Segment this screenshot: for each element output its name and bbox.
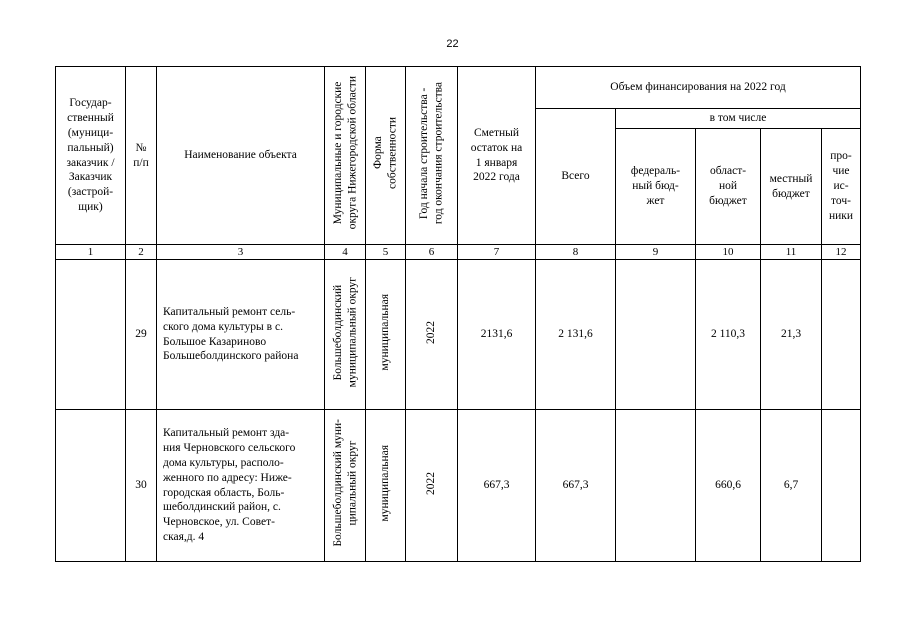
header-balance: Сметный остаток на 1 января 2022 года [458,67,536,245]
financing-table [55,66,861,562]
header-total: Всего [536,109,616,245]
column-number-row [56,245,861,260]
row-other [822,410,861,562]
row-number: 30 [126,410,157,562]
row-regional: 660,6 [696,410,761,562]
col-num: 8 [536,245,616,260]
header-financing: Объем финансирования на 2022 год [536,67,861,109]
row-federal [616,410,696,562]
row-district-cell [325,410,366,562]
table-row [56,260,861,410]
row-total: 2 131,6 [536,260,616,410]
col-num: 10 [696,245,761,260]
row-district-cell [325,260,366,410]
row-federal [616,260,696,410]
row-district: Большеболдинский муниципальный округ [331,276,358,388]
header-local: местный бюджет [761,129,822,245]
col-num: 1 [56,245,126,260]
col-num: 6 [406,245,458,260]
header-customer: Государ- ственный (муници- пальный) заказчик / Заказчик (застрой- щик) [56,67,126,245]
row-object-name: Капитальный ремонт зда- ния Черновского сельского дома культуры, располо- женного по адресу: Ниже- городская область, Боль- шеболдинский район, с. Черновское, ул. Совет- ская,д. 4 [157,410,325,562]
row-balance: 2131,6 [458,260,536,410]
col-num: 12 [822,245,861,260]
header-number: № п/п [126,67,157,245]
header-ownership: Форма собственности [372,117,399,189]
col-num: 5 [366,245,406,260]
row-ownership: муниципальная [379,444,392,522]
row-ownership: муниципальная [379,293,392,371]
header-including: в том числе [616,109,861,129]
col-num: 4 [325,245,366,260]
row-balance: 667,3 [458,410,536,562]
header-ownership-cell [366,67,406,245]
col-num: 9 [616,245,696,260]
row-year-cell [406,410,458,562]
row-district: Большеболдинский муни- ципальный округ [331,419,358,547]
col-num: 7 [458,245,536,260]
header-districts: Муниципальные и городские округа Нижегородской области [331,76,358,230]
header-districts-cell [325,67,366,245]
page-number: 22 [446,38,459,50]
row-customer [56,410,126,562]
col-num: 11 [761,245,822,260]
row-object-name: Капитальный ремонт сель- ского дома культуры в с. Большое Казариново Большеболдинского района [157,260,325,410]
row-year-cell [406,260,458,410]
header-years: Год начала строительства - год окончания строительства [418,81,445,225]
row-year: 2022 [425,320,438,344]
header-regional: област- ной бюджет [696,129,761,245]
row-other [822,260,861,410]
row-local: 21,3 [761,260,822,410]
row-regional: 2 110,3 [696,260,761,410]
row-total: 667,3 [536,410,616,562]
row-local: 6,7 [761,410,822,562]
row-ownership-cell [366,410,406,562]
header-federal: федераль- ный бюд- жет [616,129,696,245]
table-row [56,410,861,562]
row-number: 29 [126,260,157,410]
header-other: про- чие ис- точ- ники [822,129,861,245]
header-object-name: Наименование объекта [157,67,325,245]
col-num: 2 [126,245,157,260]
row-customer [56,260,126,410]
col-num: 3 [157,245,325,260]
header-years-cell [406,67,458,245]
row-ownership-cell [366,260,406,410]
row-year: 2022 [425,471,438,495]
